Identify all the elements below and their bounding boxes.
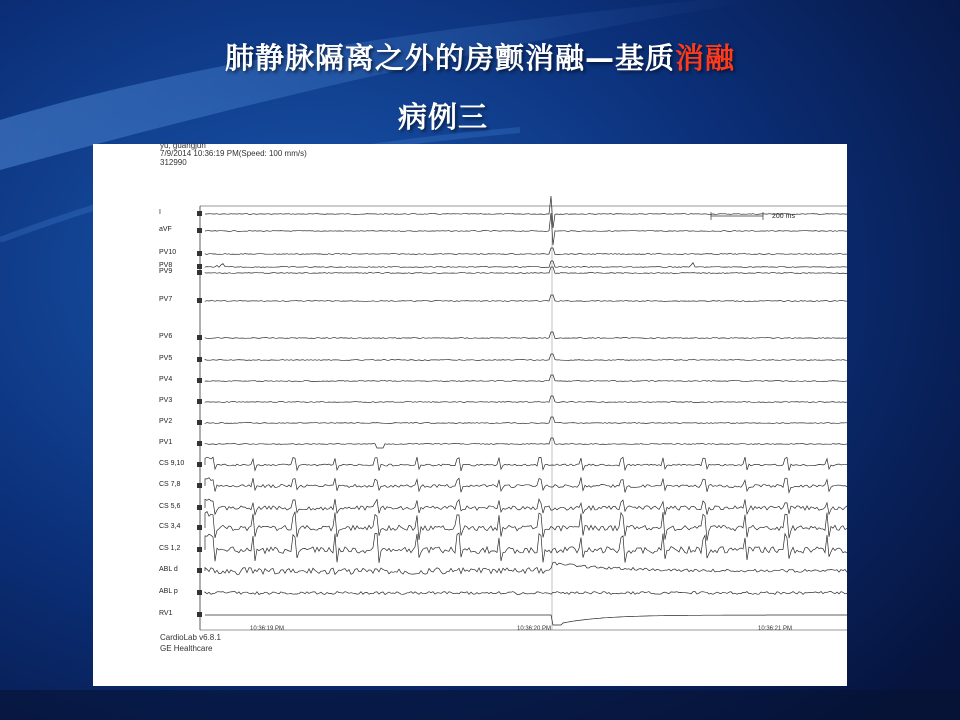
channel-trace	[205, 592, 847, 595]
channel-marker	[197, 264, 202, 269]
channel-label: PV1	[159, 439, 173, 446]
vendor-name: GE Healthcare	[160, 644, 213, 653]
channel-label: ABL p	[159, 588, 178, 595]
channel-trace	[205, 375, 847, 381]
slide-subtitle: 病例三	[398, 100, 489, 134]
channel-marker	[197, 547, 202, 552]
recording-datetime: 7/9/2014 10:36:19 PM(Speed: 100 mm/s)	[160, 149, 307, 158]
channel-label: CS 9,10	[159, 460, 185, 467]
channel-trace	[205, 477, 847, 492]
title-highlight: 消融	[675, 41, 736, 75]
channel-trace	[205, 533, 847, 563]
channel-marker	[197, 211, 202, 216]
channel-trace	[205, 438, 847, 448]
channel-label: PV5	[159, 355, 173, 362]
channel-trace	[205, 261, 847, 267]
channel-trace	[205, 499, 847, 515]
time-tick: 10:36:20 PM	[517, 626, 552, 632]
scale-label: 200 ms	[772, 213, 795, 220]
slide-title	[0, 36, 960, 77]
channel-marker	[197, 462, 202, 467]
channel-label: PV10	[159, 249, 177, 256]
channel-marker	[197, 483, 202, 488]
channel-marker	[197, 357, 202, 362]
channel-label: PV3	[159, 397, 173, 404]
channel-marker	[197, 420, 202, 425]
title-main: 肺静脉隔离之外的房颤消融—基质	[224, 41, 675, 75]
time-tick: 10:36:19 PM	[250, 626, 285, 632]
ep-recording	[93, 141, 847, 686]
channel-label: PV4	[159, 376, 173, 383]
channel-marker	[197, 378, 202, 383]
waveform-area	[93, 144, 847, 686]
channel-trace	[205, 396, 847, 402]
channel-label: I	[159, 209, 161, 216]
channel-trace	[205, 332, 847, 338]
channel-marker	[197, 505, 202, 510]
channel-label: ABL d	[159, 566, 178, 573]
time-tick: 10:36:21 PM	[758, 626, 793, 632]
channel-label: CS 3,4	[159, 523, 181, 530]
channel-trace	[205, 196, 847, 228]
channel-trace	[205, 354, 847, 360]
channel-trace	[205, 213, 847, 245]
channel-label: PV2	[159, 418, 173, 425]
channel-marker	[197, 525, 202, 530]
channel-marker	[197, 335, 202, 340]
channel-trace	[205, 562, 847, 574]
channel-trace	[205, 512, 847, 541]
channel-label: PV9	[159, 268, 173, 275]
channel-marker	[197, 270, 202, 275]
software-name: CardioLab v6.8.1	[160, 633, 221, 642]
channel-label: PV6	[159, 333, 173, 340]
channel-label: CS 7,8	[159, 481, 181, 488]
recording-id: 312990	[160, 158, 187, 167]
channel-marker	[197, 441, 202, 446]
channel-marker	[197, 399, 202, 404]
channel-label: aVF	[159, 226, 172, 233]
channel-label: CS 5,6	[159, 503, 181, 510]
channel-marker	[197, 590, 202, 595]
channel-marker	[197, 298, 202, 303]
channel-trace	[205, 248, 847, 254]
channel-trace	[205, 295, 847, 301]
channel-marker	[197, 251, 202, 256]
channel-label: PV7	[159, 296, 173, 303]
channel-label: CS 1,2	[159, 545, 181, 552]
channel-trace	[205, 615, 847, 625]
channel-marker	[197, 612, 202, 617]
channel-trace	[205, 267, 847, 273]
channel-trace	[205, 457, 847, 471]
channel-trace	[205, 417, 847, 423]
patient-name: yu, guangjun	[160, 141, 206, 150]
channel-marker	[197, 568, 202, 573]
channel-label: RV1	[159, 610, 173, 617]
channel-marker	[197, 228, 202, 233]
channel-label: PV8	[159, 262, 173, 269]
